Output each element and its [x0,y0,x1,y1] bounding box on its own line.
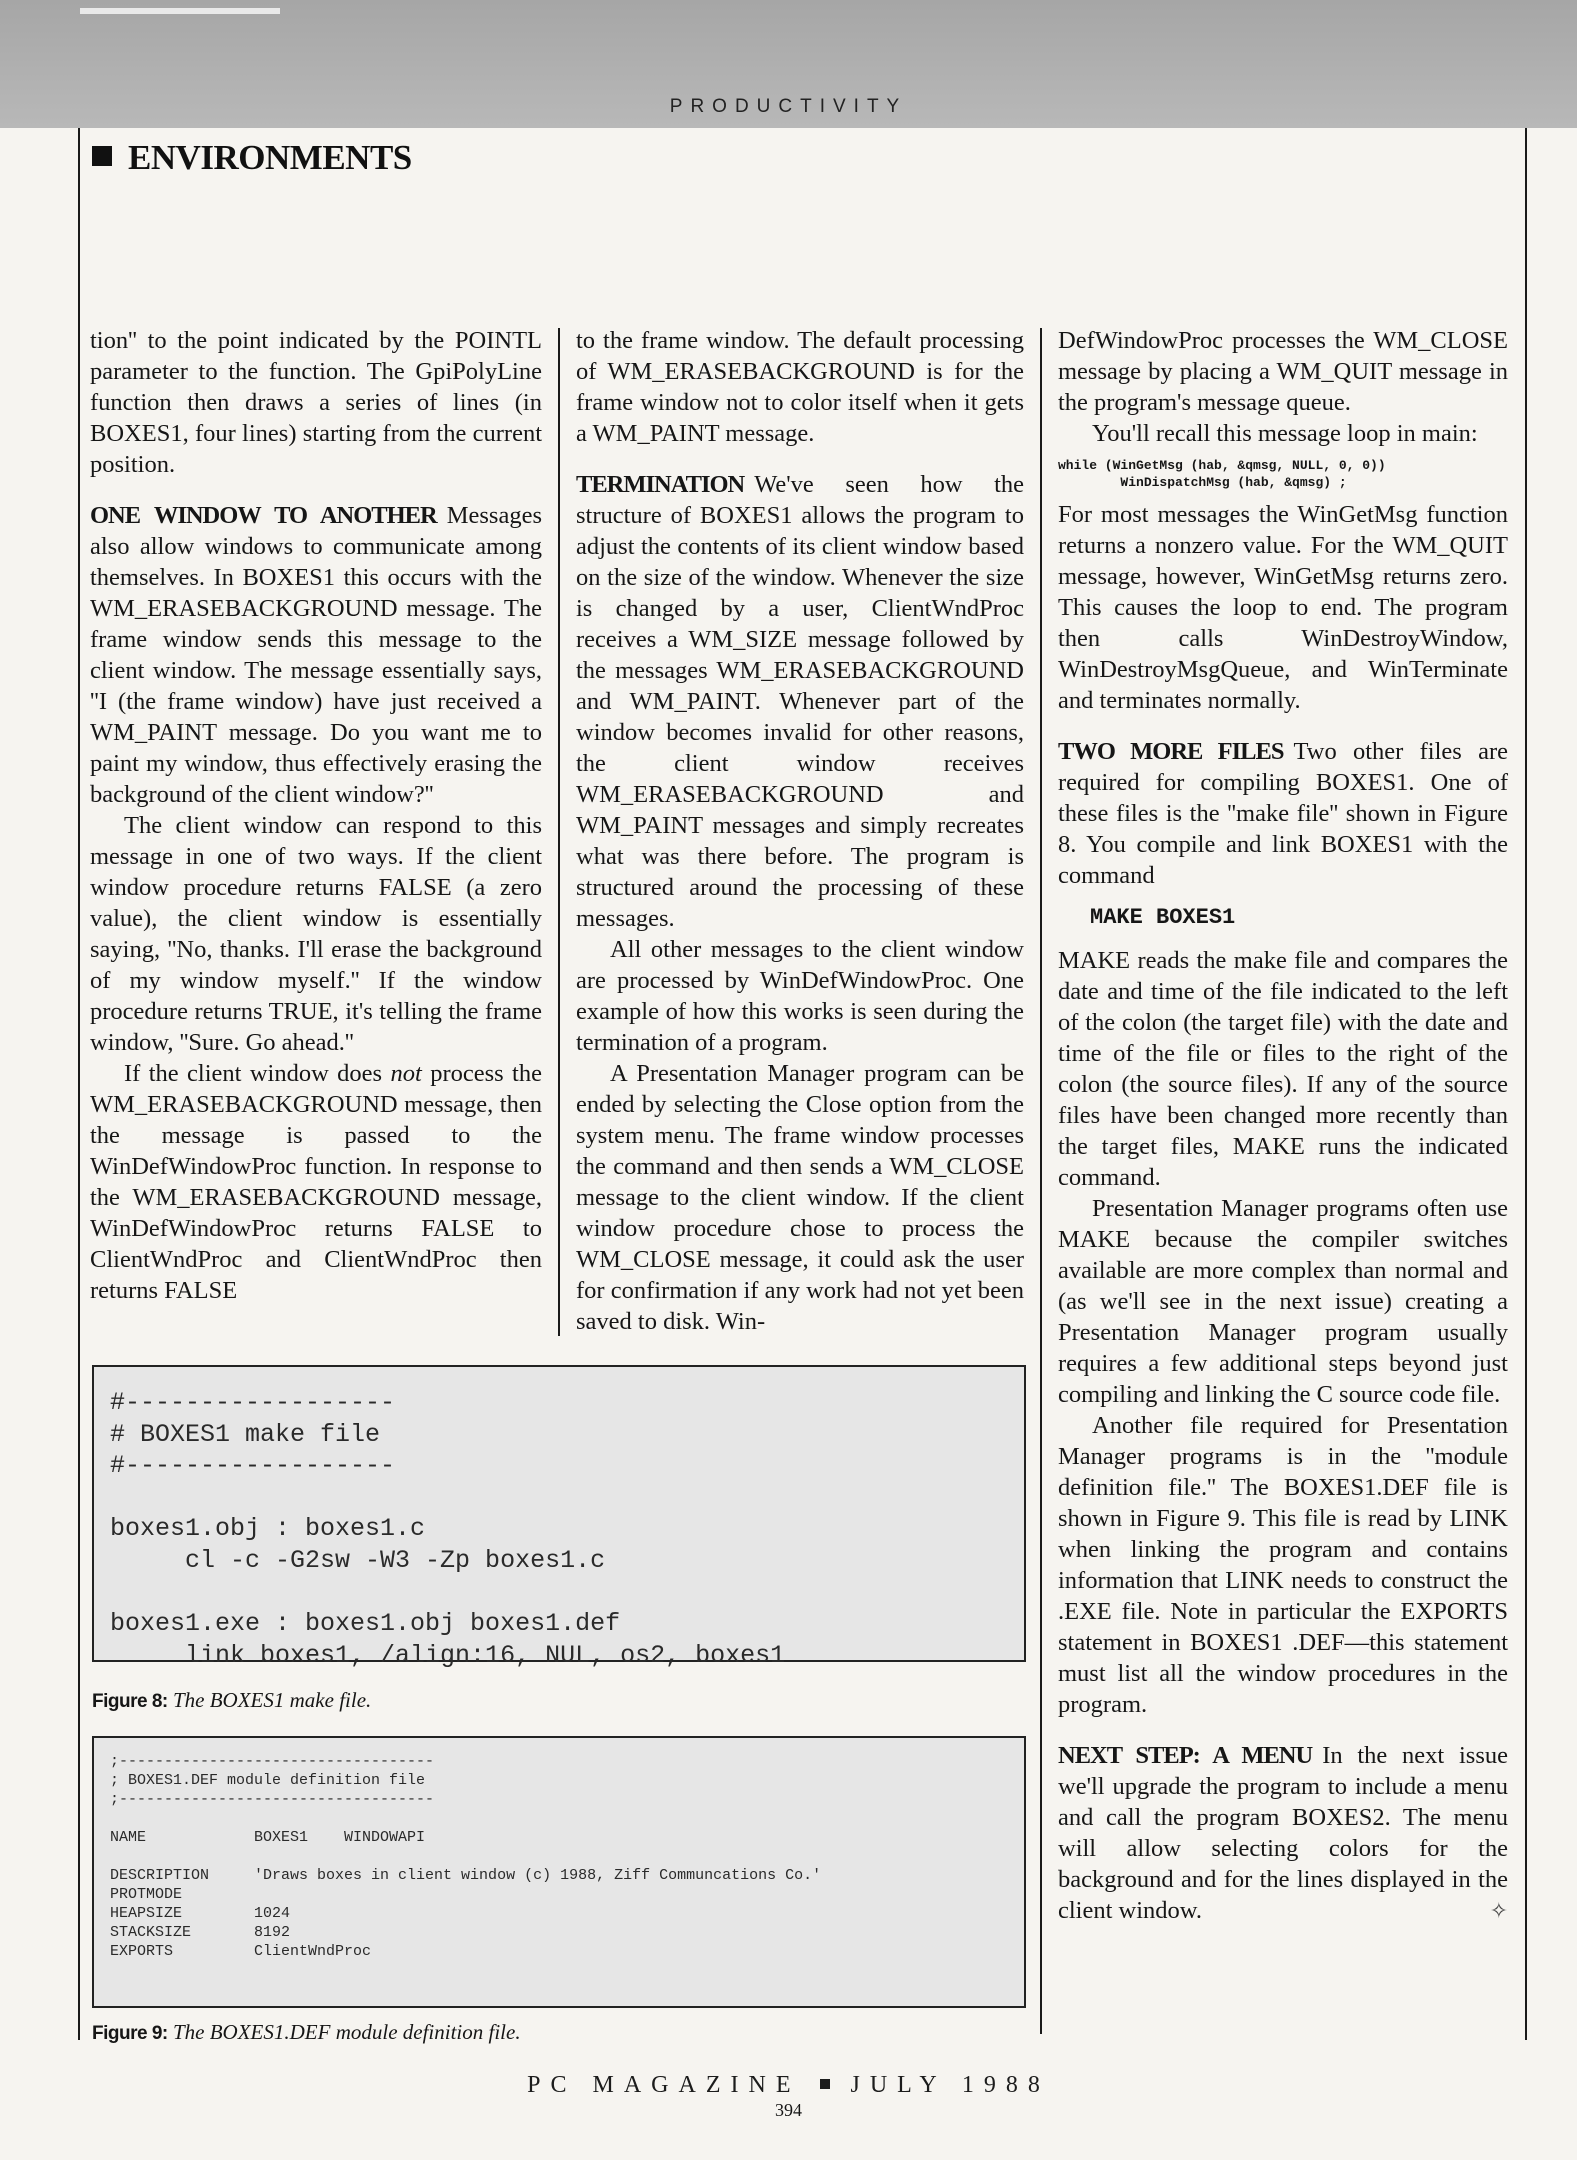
bullet-square-icon [92,146,112,166]
figure-8-box [92,1365,1026,1670]
run-in-head-termination: TERMINATION [576,471,745,498]
col3-paragraph-8: NEXT STEP: A MENU In the next issue we'll upgrade the program to include a menu and call the program BOXES2. The menu will allow selecting colors for the background and for the lines displayed in the client window. ✧ [1058,1742,1508,1924]
figure-9-code: ;----------------------------------- ; BOXES1.DEF module definition file ;----------------------------------- NAME BOXES1 WINDOWAPI DESCRIPTION 'Draws boxes in client window (c) 1988, Ziff Communcations Co.' PROTMODE HEAPSIZE 1024 STACKSIZE 8192 EXPORTS ClientWndProc [110,1753,822,1960]
page-number: 394 [775,2100,802,2120]
col1-paragraph-3: The client window can respond to this message in one of two ways. If the client window procedure returns FALSE (a zero value), the client window is essentially saying, ''No, thanks. I'll erase the background of my window myself.'' If the window procedure returns TRUE, it's telling the frame window, ''Sure. Go ahead.'' [90,812,542,1056]
col1-paragraph-2: ONE WINDOW TO ANOTHER Messages also allow windows to communicate among themselves. In BOXES1 this occurs with the WM_ERASEBACKGROUND message. The frame window sends this message to the client window. The message essentially says, ''I (the frame window) have just received a WM_PAINT message. Do you want me to paint my window, thus effectively erasing the background of the client window?'' [90,502,542,808]
footer-square-icon [820,2079,830,2089]
col2-paragraph-1: to the frame window. The default processing of WM_ERASEBACKGROUND is for the frame window not to color itself when it gets a WM_PAINT message. [576,327,1024,447]
run-in-head-two-more-files: TWO MORE FILES [1058,738,1284,765]
col2-paragraph-2: TERMINATION We've seen how the structure of BOXES1 allows the program to adjust the contents of its client window based on the size of the window. Whenever the size is changed by a user, ClientWndProc receives a WM_SIZE message followed by the messages WM_ERASEBACKGROUND and WM_PAINT. Whenever part of the window becomes invalid for other reasons, the client window receives WM_ERASEBACKGROUND and WM_PAINT messages and simply recreates what was there before. The program is structured around the processing of these messages. [576,471,1024,932]
figure-9-box [92,1736,1026,2008]
footer-magazine: PC MAGAZINE [527,2072,801,2098]
col2-paragraph-3: All other messages to the client window are processed by WinDefWindowProc. One example of how this works is seen during the termination of a program. [576,936,1024,1056]
make-command-code: MAKE BOXES1 [1090,905,1236,930]
figure-9-caption: Figure 9: The BOXES1.DEF module definition file. [92,2020,521,2044]
col3-paragraph-6: Presentation Manager programs often use MAKE because the compiler switches available are more complex than normal and (as we'll see in the next issue) creating a Presentation Manager program usually requires a few additional steps beyond just compiling and linking the C source code file. [1058,1195,1508,1408]
section-title-text: ENVIRONMENTS [128,138,412,177]
col1-paragraph-4: If the client window does not process the WM_ERASEBACKGROUND message, then the message is passed to the WinDefWindowProc function. In response to the WM_ERASEBACKGROUND message, WinDefWindowProc returns FALSE to ClientWndProc and ClientWndProc then returns FALSE [90,1060,542,1304]
column-1 [90,325,542,1306]
footer-line [0,2072,1577,2099]
top-white-bar [80,8,280,14]
section-label: PRODUCTIVITY [669,96,908,117]
column-divider-2 [1040,328,1042,2034]
right-border-rule [1525,128,1527,2040]
section-title [92,138,412,178]
column-2 [576,325,1024,1337]
col2-paragraph-4: A Presentation Manager program can be ended by selecting the Close option from the system menu. The frame window processes the command and then sends a WM_CLOSE message to the client window. If the client window procedure chose to process the WM_CLOSE message, it could ask the user for confirmation if any work had not yet been saved to disk. Win- [576,1060,1024,1335]
col1-paragraph-1: tion'' to the point indicated by the POINTL parameter to the function. The GpiPolyLine function then draws a series of lines (in BOXES1, four lines) starting from the current position. [90,327,542,478]
figure-8-caption: Figure 8: The BOXES1 make file. [92,1688,372,1712]
run-in-head-next-step: NEXT STEP: A MENU [1058,1742,1313,1769]
col3-paragraph-2: You'll recall this message loop in main: [1092,420,1478,447]
column-3 [1058,325,1508,1926]
message-loop-code: while (WinGetMsg (hab, &qmsg, NULL, 0, 0)) WinDispatchMsg (hab, &qmsg) ; [1058,458,1386,490]
col3-paragraph-7: Another file required for Presentation Manager programs is in the ''module definition file.'' The BOXES1.DEF file is shown in Figure 9. This file is read by LINK when linking the program and contains information that LINK needs to construct the .EXE file. Note in particular the EXPORTS statement in BOXES1 .DEF—this statement must list all the window procedures in the program. [1058,1412,1508,1718]
run-in-head-one-window: ONE WINDOW TO ANOTHER [90,502,437,529]
left-border-rule [78,128,80,2040]
column-divider-1 [558,328,560,1336]
end-mark-icon: ✧ [1489,1898,1508,1923]
col3-paragraph-3: For most messages the WinGetMsg function returns a nonzero value. For the WM_QUIT message, however, WinGetMsg returns zero. This causes the loop to end. The program then calls WinDestroyWindow, WinDestroyMsgQueue, and WinTerminate and terminates normally. [1058,501,1508,714]
col3-paragraph-4: TWO MORE FILES Two other files are required for compiling BOXES1. One of these files is the ''make file'' shown in Figure 8. You compile and link BOXES1 with the command [1058,738,1508,889]
col3-paragraph-5: MAKE reads the make file and compares the date and time of the file indicated to the left of the colon (the target file) with the date and time of the file or files to the right of the colon (the source files). If any of the source files have been changed more recently than the target files, MAKE runs the indicated command. [1058,947,1508,1191]
col3-paragraph-1: DefWindowProc processes the WM_CLOSE message by placing a WM_QUIT message in the program's message queue. [1058,327,1508,416]
footer-date: JULY 1988 [850,2072,1050,2098]
figure-8-code: #------------------ # BOXES1 make file #------------------ boxes1.obj : boxes1.c cl -c -G2sw -W3 -Zp boxes1.c boxes1.exe : boxes1.obj boxes1.def link boxes1, /align:16, NUL, os2, boxes1 [110,1388,786,1670]
